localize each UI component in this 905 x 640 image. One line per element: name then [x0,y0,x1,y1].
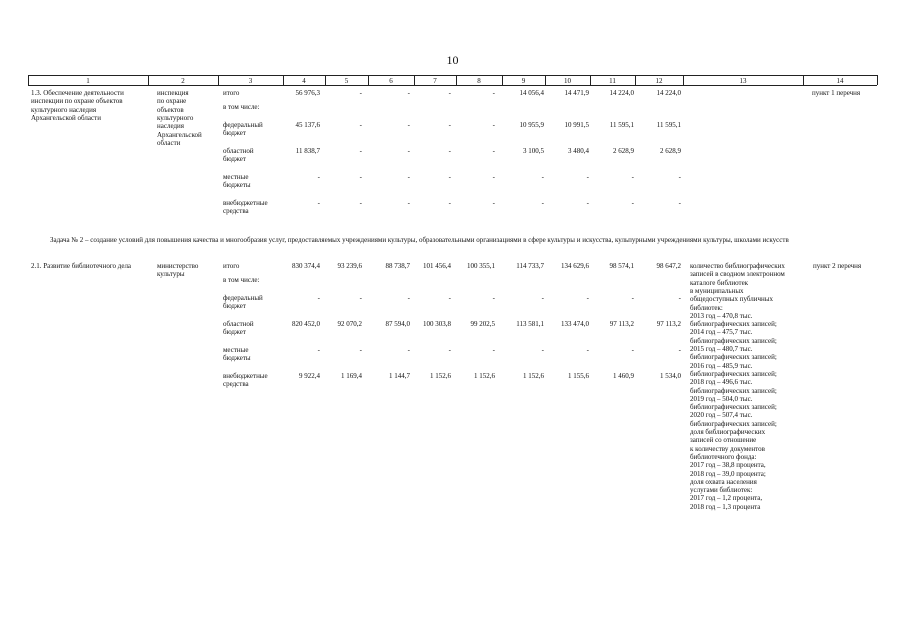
amount-cell: 98 647,2 [656,262,681,270]
amount-cell: - [492,294,495,302]
header-cell: 14 [836,76,844,85]
task-2-heading: Задача № 2 – создание условий для повышения качества и многообразия услуг, предоставляемых учреждениями культуры, образовательными организациями в сфере культуры и искусства, кульпурными учреждениями культуры, школами искусств [50,236,789,244]
amount-cell: - [407,199,410,207]
indicator-line: 2019 год – 504,0 тыс. [690,394,753,403]
amount-cell: 93 239,6 [337,262,362,270]
funding-source-label: внебюджетные [223,199,268,207]
amount-cell: - [359,173,362,181]
indicator-line: 2018 год – 1,3 процента [690,502,761,511]
indicator-line: 2013 год – 470,8 тыс. [690,311,753,320]
amount-cell: 98 574,1 [609,262,634,270]
amount-cell: 45 137,6 [295,121,320,129]
header-cell: 2 [181,76,185,85]
amount-cell: 2 628,9 [613,147,634,155]
amount-cell: - [359,89,362,97]
amount-cell: 11 595,1 [656,121,681,129]
amount-cell: 100 355,1 [467,262,495,270]
executor-line: по охране [157,97,187,106]
indicator-line: 2017 год – 1,2 процента, [690,494,763,503]
amount-cell: 10 955,9 [519,121,544,129]
indicator-line: записей в сводном электронном [690,270,785,279]
indicator-line: библиографических записей; [690,336,777,345]
amount-cell: - [448,173,451,181]
amount-cell: 1 152,6 [523,372,544,380]
amount-cell: - [586,294,589,302]
amount-cell: 56 976,3 [295,89,320,97]
indicator-line: 2014 год – 475,7 тыс. [690,328,753,337]
header-cell: 3 [248,76,253,85]
amount-cell: 88 738,7 [385,262,410,270]
funding-source-label: местные [223,173,249,181]
executor-line: инспекция [157,89,189,97]
indicator-line: к количеству документов [690,444,765,453]
indicator-line: каталоге библиотек [690,278,749,287]
funding-source-label: бюджет [223,302,246,311]
measure-name-line: 2.1. Развитие библиотечного дела [31,262,132,270]
amount-cell: - [492,199,495,207]
amount-cell: 101 456,4 [423,262,451,270]
indicator-line: библиографических записей; [690,320,777,329]
measure-name-line: культурного наследия [31,105,97,114]
indicator-line: библиотек: [690,303,723,312]
amount-cell: 11 595,1 [609,121,634,129]
funding-source-label: бюджет [223,129,246,138]
indicator-line: 2016 год – 485,9 тыс. [690,361,753,370]
indicator-line: доля охвата населения [690,477,757,486]
header-cell: 7 [433,76,437,85]
indicator-line: доля библиографических [690,428,766,436]
amount-cell: 1 152,6 [474,372,495,380]
amount-cell: - [541,294,544,302]
amount-cell: - [407,147,410,155]
list-reference: пункт 1 перечня [812,89,861,97]
amount-cell: - [631,173,634,181]
indicator-line: 2017 год – 38,8 процента, [690,461,766,470]
amount-cell: 2 628,9 [660,147,681,155]
amount-cell: - [492,173,495,181]
amount-cell: - [359,294,362,302]
measure-name-line: 1.3. Обеспечение деятельности [31,89,124,97]
amount-cell: 14 056,4 [519,89,544,97]
amount-cell: 10 991,5 [564,121,589,129]
executor-line: наследия [157,122,184,131]
funding-source-label: бюджеты [223,354,251,363]
funding-source-label: в том числе: [223,276,260,284]
amount-cell: - [541,173,544,181]
indicator-line: 2015 год – 480,7 тыс. [690,345,753,353]
header-cell: 1 [86,76,90,85]
amount-cell: - [492,121,495,129]
indicator-line: 2020 год – 507,4 тыс. [690,411,753,420]
header-cell: 11 [609,76,616,85]
amount-cell: 113 581,1 [516,320,544,328]
funding-source-label: бюджеты [223,181,251,190]
amount-cell: 3 480,4 [568,147,589,155]
funding-source-label: областной [223,147,254,155]
amount-cell: - [631,294,634,302]
amount-cell: - [407,294,410,302]
funding-source-label: итого [223,262,240,270]
header-cell: 5 [344,76,349,85]
amount-cell: 3 100,5 [523,147,544,155]
indicator-line: в муниципальных [690,286,744,295]
amount-cell: - [448,121,451,129]
amount-cell: - [407,346,410,354]
indicator-line: библиографических записей; [690,386,777,395]
indicator-line: библиографических записей; [690,369,777,378]
measure-name-line: инспекции по охране объектов [31,97,123,106]
header-divider [877,75,878,85]
amount-cell: 14 224,0 [656,89,681,97]
header-cell: 6 [389,76,393,85]
amount-cell: - [492,346,495,354]
header-cell: 13 [739,76,747,85]
executor-line: Архангельской [157,130,202,139]
funding-source-label: средства [223,380,249,389]
indicator-line: услугами библиотек: [690,486,753,495]
header-cell: 8 [477,76,481,85]
header-cell: 9 [521,76,526,85]
amount-cell: 1 152,6 [430,372,451,380]
amount-cell: 1 155,6 [568,372,589,380]
header-bottom-border [28,85,877,86]
measure-name-line: Архангельской области [31,113,101,122]
amount-cell: - [448,89,451,97]
header-cell: 10 [564,76,571,85]
amount-cell: - [407,173,410,181]
amount-cell: - [586,199,589,207]
funding-source-label: средства [223,207,249,216]
funding-source-label: в том числе: [223,103,260,111]
header-cell: 4 [302,76,306,85]
funding-source-label: итого [223,89,240,97]
indicator-line: записей со отношение [690,436,757,445]
header-cell: 12 [655,76,663,85]
amount-cell: 114 733,7 [516,262,544,270]
amount-cell: - [317,173,320,181]
funding-source-label: бюджет [223,328,246,337]
amount-cell: 97 113,2 [609,320,634,328]
amount-cell: - [492,147,495,155]
amount-cell: 134 629,6 [561,262,589,270]
amount-cell: 1 460,9 [613,372,634,380]
amount-cell: 14 224,0 [609,89,634,97]
amount-cell: - [541,199,544,207]
amount-cell: - [359,346,362,354]
amount-cell: - [359,147,362,155]
amount-cell: 11 838,7 [295,147,320,155]
indicator-line: библиографических записей; [690,353,777,362]
amount-cell: - [448,294,451,302]
funding-source-label: местные [223,346,249,354]
amount-cell: - [586,173,589,181]
executor-line: области [157,138,181,147]
amount-cell: 1 169,4 [341,372,362,380]
amount-cell: 820 452,0 [292,320,320,328]
amount-cell: 1 144,7 [389,372,410,380]
amount-cell: - [492,89,495,97]
amount-cell: - [448,199,451,207]
amount-cell: - [359,199,362,207]
amount-cell: - [317,346,320,354]
amount-cell: 14 471,9 [564,89,589,97]
indicator-line: библиографических записей; [690,419,777,428]
indicator-line: 2018 год – 496,6 тыс. [690,378,753,387]
funding-source-label: федеральный [223,121,263,129]
funding-source-label: внебюджетные [223,372,268,380]
amount-cell: - [317,199,320,207]
indicator-line: общедоступных публичных [690,295,773,304]
executor-line: культуры [157,270,185,279]
amount-cell: - [678,199,681,207]
executor-line: министерство [157,262,199,270]
amount-cell: - [407,121,410,129]
funding-source-label: областной [223,320,254,328]
funding-source-label: бюджет [223,155,246,164]
amount-cell: 99 202,5 [470,320,495,328]
amount-cell: 1 534,0 [660,372,681,380]
page-number: 10 [446,53,459,67]
amount-cell: 87 594,0 [385,320,410,328]
indicator-line: библиографических записей; [690,403,777,412]
amount-cell: 100 303,8 [423,320,451,328]
amount-cell: - [678,173,681,181]
amount-cell: - [678,294,681,302]
amount-cell: - [448,147,451,155]
amount-cell: - [317,294,320,302]
amount-cell: 97 113,2 [656,320,681,328]
amount-cell: 830 374,4 [292,262,320,270]
indicator-line: количество библиографических [690,262,785,270]
amount-cell: - [541,346,544,354]
executor-line: культурного [157,113,194,122]
amount-cell: - [586,346,589,354]
amount-cell: - [678,346,681,354]
indicator-line: 2018 год – 39,0 процента; [690,469,766,478]
amount-cell: 9 922,4 [299,372,320,380]
amount-cell: - [448,346,451,354]
amount-cell: - [631,346,634,354]
executor-line: объектов [157,105,184,114]
indicator-line: библиотечного фонда: [690,452,757,461]
amount-cell: - [631,199,634,207]
amount-cell: - [359,121,362,129]
funding-source-label: федеральный [223,294,263,302]
list-reference: пункт 2 перечня [813,262,862,270]
amount-cell: - [407,89,410,97]
amount-cell: 92 070,2 [337,320,362,328]
amount-cell: 133 474,0 [561,320,589,328]
